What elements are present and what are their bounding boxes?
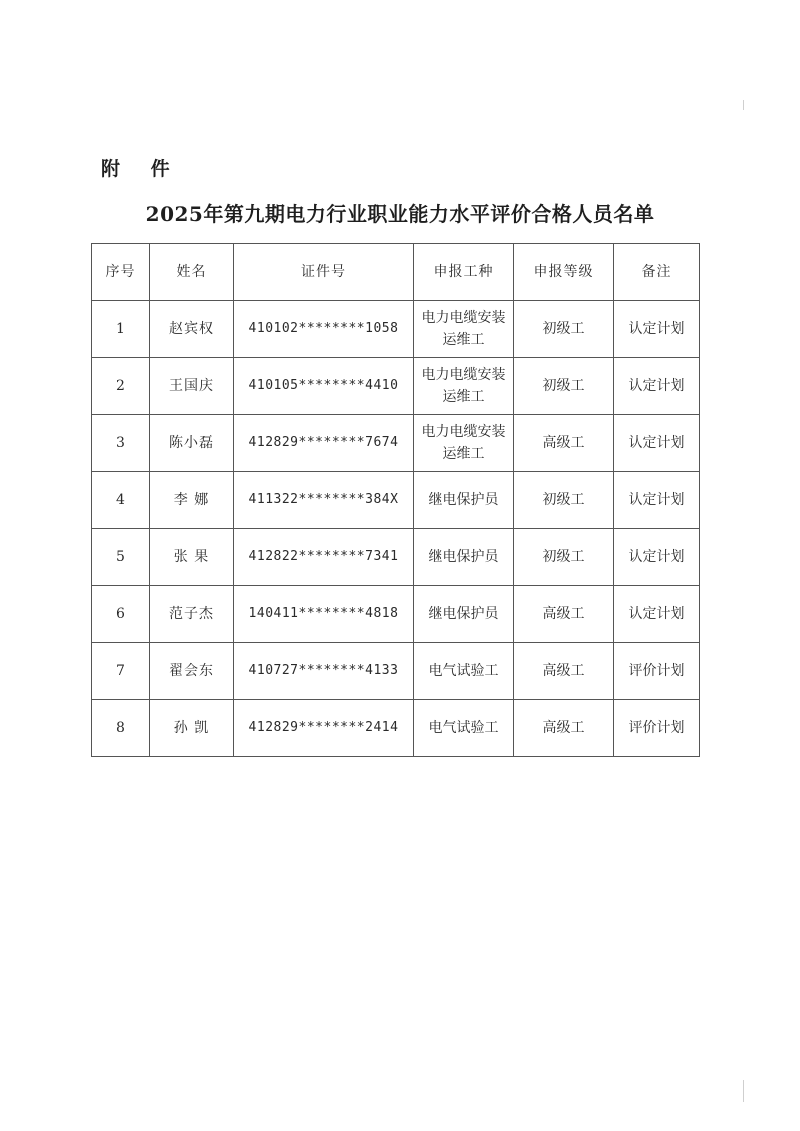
row-no: 1: [92, 301, 150, 358]
document-title: 2025年第九期电力行业职业能力水平评价合格人员名单: [145, 202, 655, 226]
row-no: 3: [92, 415, 150, 472]
table-header-row: [92, 244, 700, 301]
row-level: 高级工: [514, 415, 614, 472]
row-level: 初级工: [514, 472, 614, 529]
row-id-number: 410102********1058: [234, 301, 414, 358]
row-trade: 电力电缆安装运维工: [414, 301, 514, 358]
row-note: 认定计划: [614, 529, 700, 586]
row-level: 高级工: [514, 643, 614, 700]
row-trade: 继电保护员: [414, 586, 514, 643]
row-id-number: 411322********384X: [234, 472, 414, 529]
row-trade: 电力电缆安装运维工: [414, 415, 514, 472]
row-id-number: 140411********4818: [234, 586, 414, 643]
row-name: 翟会东: [150, 643, 234, 700]
row-name: 孙 凯: [150, 700, 234, 757]
row-no: 2: [92, 358, 150, 415]
table-row: [92, 529, 700, 586]
qualified-personnel-table: [91, 243, 700, 757]
row-no: 8: [92, 700, 150, 757]
row-name: 陈小磊: [150, 415, 234, 472]
row-level: 初级工: [514, 301, 614, 358]
row-level: 初级工: [514, 529, 614, 586]
row-note: 认定计划: [614, 586, 700, 643]
row-note: 认定计划: [614, 415, 700, 472]
row-note: 认定计划: [614, 301, 700, 358]
column-header-no: 序号: [92, 244, 150, 301]
table-row: [92, 358, 700, 415]
row-trade: 继电保护员: [414, 529, 514, 586]
column-header-level: 申报等级: [514, 244, 614, 301]
row-no: 5: [92, 529, 150, 586]
attachment-label: 附 件: [101, 158, 182, 180]
table-row: [92, 586, 700, 643]
row-trade: 电气试验工: [414, 700, 514, 757]
row-name: 范子杰: [150, 586, 234, 643]
scan-margin-mark: [743, 100, 744, 110]
row-note: 认定计划: [614, 472, 700, 529]
row-name: 王国庆: [150, 358, 234, 415]
column-header-note: 备注: [614, 244, 700, 301]
row-level: 初级工: [514, 358, 614, 415]
row-level: 高级工: [514, 700, 614, 757]
row-id-number: 410105********4410: [234, 358, 414, 415]
row-level: 高级工: [514, 586, 614, 643]
table-row: [92, 700, 700, 757]
row-trade: 电气试验工: [414, 643, 514, 700]
column-header-id: 证件号: [234, 244, 414, 301]
row-no: 4: [92, 472, 150, 529]
row-note: 评价计划: [614, 643, 700, 700]
row-name: 张 果: [150, 529, 234, 586]
row-trade: 电力电缆安装运维工: [414, 358, 514, 415]
row-note: 评价计划: [614, 700, 700, 757]
row-trade: 继电保护员: [414, 472, 514, 529]
row-no: 7: [92, 643, 150, 700]
table-row: [92, 415, 700, 472]
row-name: 李 娜: [150, 472, 234, 529]
column-header-name: 姓名: [150, 244, 234, 301]
row-no: 6: [92, 586, 150, 643]
row-note: 认定计划: [614, 358, 700, 415]
row-id-number: 412829********2414: [234, 700, 414, 757]
row-id-number: 412829********7674: [234, 415, 414, 472]
table-row: [92, 301, 700, 358]
table-row: [92, 643, 700, 700]
table-row: [92, 472, 700, 529]
column-header-trade: 申报工种: [414, 244, 514, 301]
row-id-number: 410727********4133: [234, 643, 414, 700]
scan-margin-mark: [743, 1080, 744, 1102]
row-id-number: 412822********7341: [234, 529, 414, 586]
row-name: 赵宾权: [150, 301, 234, 358]
